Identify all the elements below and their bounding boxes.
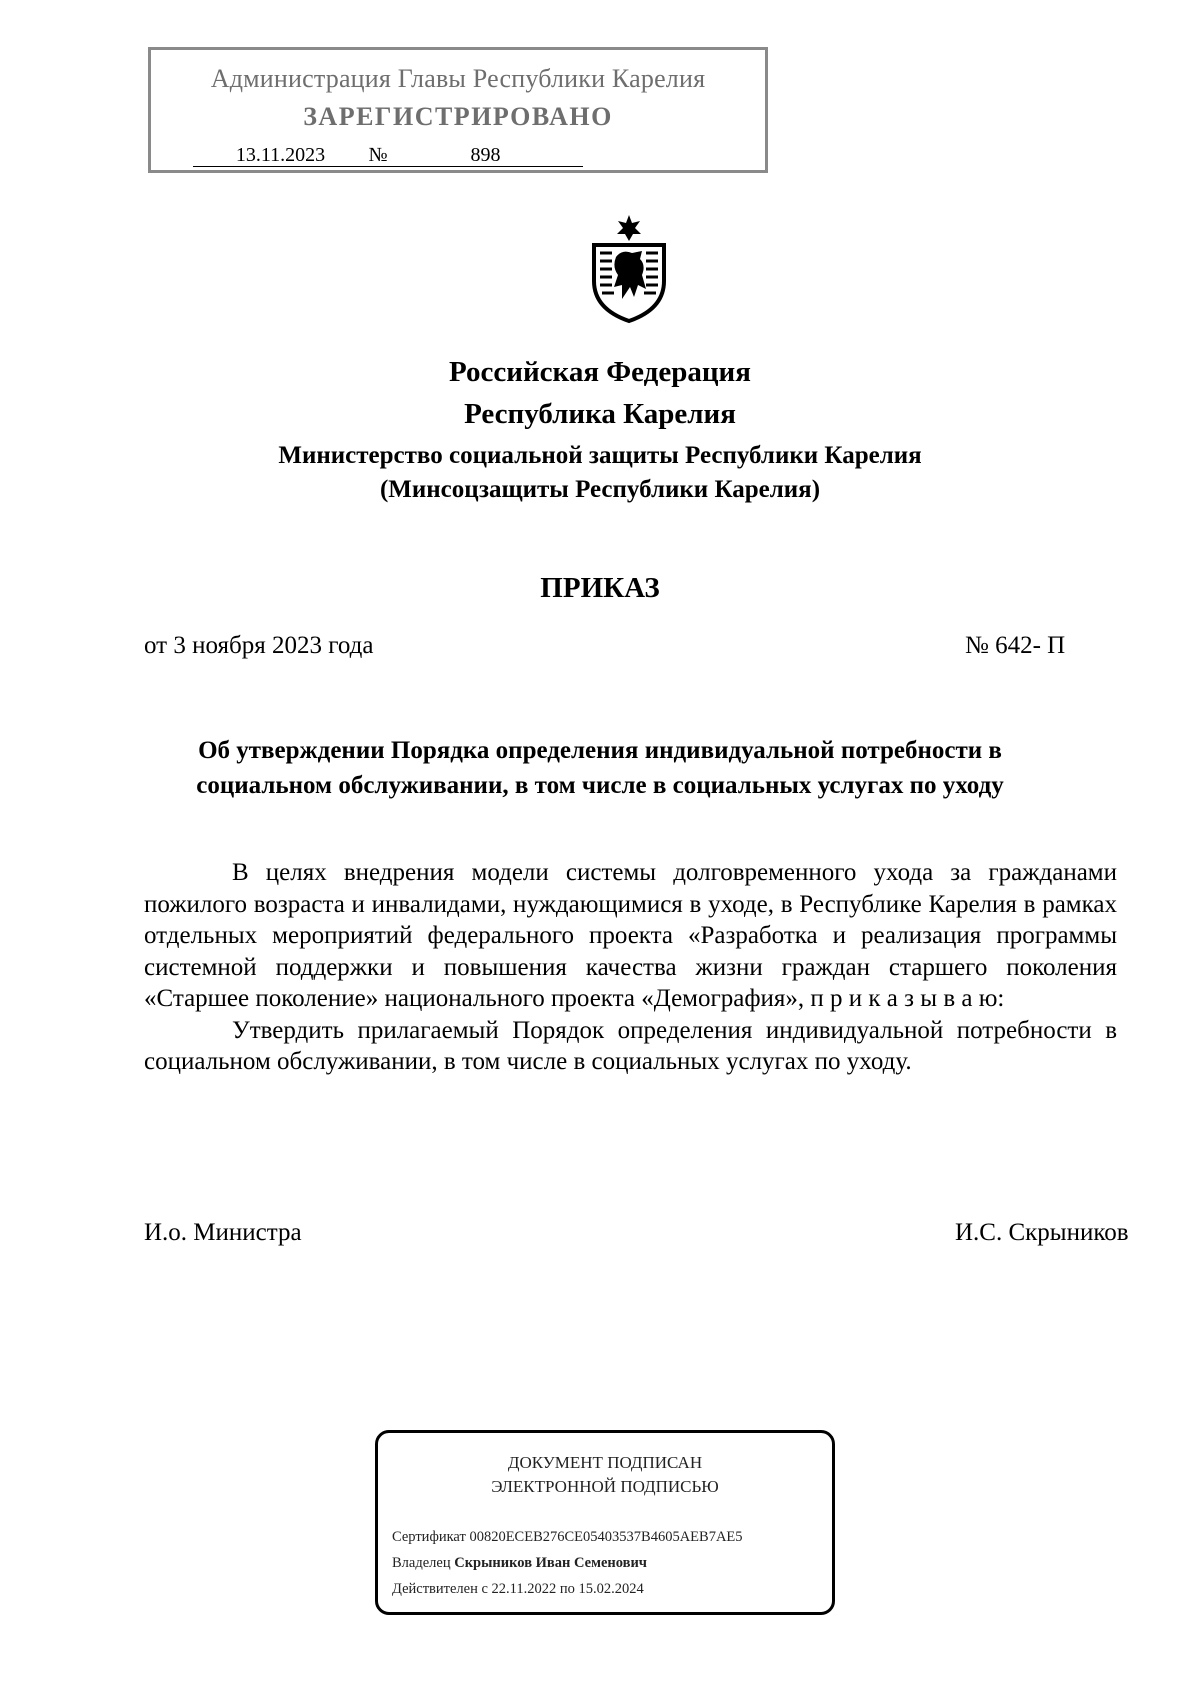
esig-owner-row	[392, 1555, 647, 1572]
signatory-title: И.о. Министра	[144, 1219, 302, 1246]
registration-status: ЗАРЕГИСТРИРОВАНО	[303, 102, 613, 131]
registration-date: 13.11.2023	[193, 144, 368, 167]
subject-line-2: социальном обслуживании, в том числе в социальных услугах по уходу	[196, 772, 1004, 799]
registration-organization: Администрация Главы Республики Карелия	[210, 64, 706, 93]
registration-details	[193, 144, 583, 167]
esig-certificate: 00820ECEB276CE05403537B4605AEB7AE5	[469, 1529, 743, 1545]
esig-valid-from-label: с	[481, 1581, 488, 1597]
esig-heading-line-2: ЭЛЕКТРОННОЙ ПОДПИСЬЮ	[491, 1477, 719, 1496]
body-paragraph-1: В целях внедрения модели системы долговременного ухода за гражданами пожилого возраста и инвалидами, нуждающимися в уходе, в Республике Карелия в рамках отдельных мероприятий федерального проекта «Разработка и реализация программы системной поддержки и повышения качества жизни граждан старшего поколения «Старшее поколение» национального проекта «Демография», п р и к а з ы в а ю:	[144, 859, 1117, 1012]
esig-valid-label: Действителен	[392, 1581, 478, 1597]
registration-number: 898	[388, 144, 583, 167]
body-paragraph-2: Утвердить прилагаемый Порядок определения индивидуальной потребности в социальном обслуживании, в том числе в социальных услугах по уходу.	[144, 1016, 1117, 1075]
esig-owner: Скрыников Иван Семенович	[454, 1555, 647, 1571]
document-body	[144, 857, 1117, 1078]
document-subject	[0, 733, 1200, 803]
esig-validity-row	[392, 1581, 644, 1598]
esig-valid-to-label: по	[559, 1581, 575, 1597]
electronic-signature-stamp	[375, 1430, 835, 1615]
ministry-short-title: (Минсоцзащиты Республики Карелия)	[379, 476, 821, 503]
esig-valid-from: 22.11.2022	[491, 1581, 557, 1597]
ministry-title: Министерство социальной защиты Республики Карелия	[278, 442, 922, 469]
esig-certificate-label: Сертификат	[392, 1529, 466, 1545]
registration-stamp	[148, 47, 768, 173]
subject-line-1: Об утверждении Порядка определения индивидуальной потребности в	[198, 737, 1002, 764]
document-type: ПРИКАЗ	[540, 572, 660, 604]
esig-certificate-row	[392, 1529, 743, 1546]
country-title: Российская Федерация	[449, 356, 751, 388]
signatory-name: И.С. Скрыников	[955, 1219, 1129, 1246]
esig-heading	[378, 1451, 832, 1499]
document-date: от 3 ноября 2023 года	[144, 632, 374, 659]
esig-valid-to: 15.02.2024	[578, 1581, 644, 1597]
esig-owner-label: Владелец	[392, 1555, 451, 1571]
document-number: № 642- П	[965, 632, 1066, 659]
registration-number-sign: №	[368, 144, 388, 166]
karelia-coat-of-arms-icon	[586, 213, 672, 325]
region-title: Республика Карелия	[464, 398, 736, 430]
esig-heading-line-1: ДОКУМЕНТ ПОДПИСАН	[507, 1453, 703, 1472]
